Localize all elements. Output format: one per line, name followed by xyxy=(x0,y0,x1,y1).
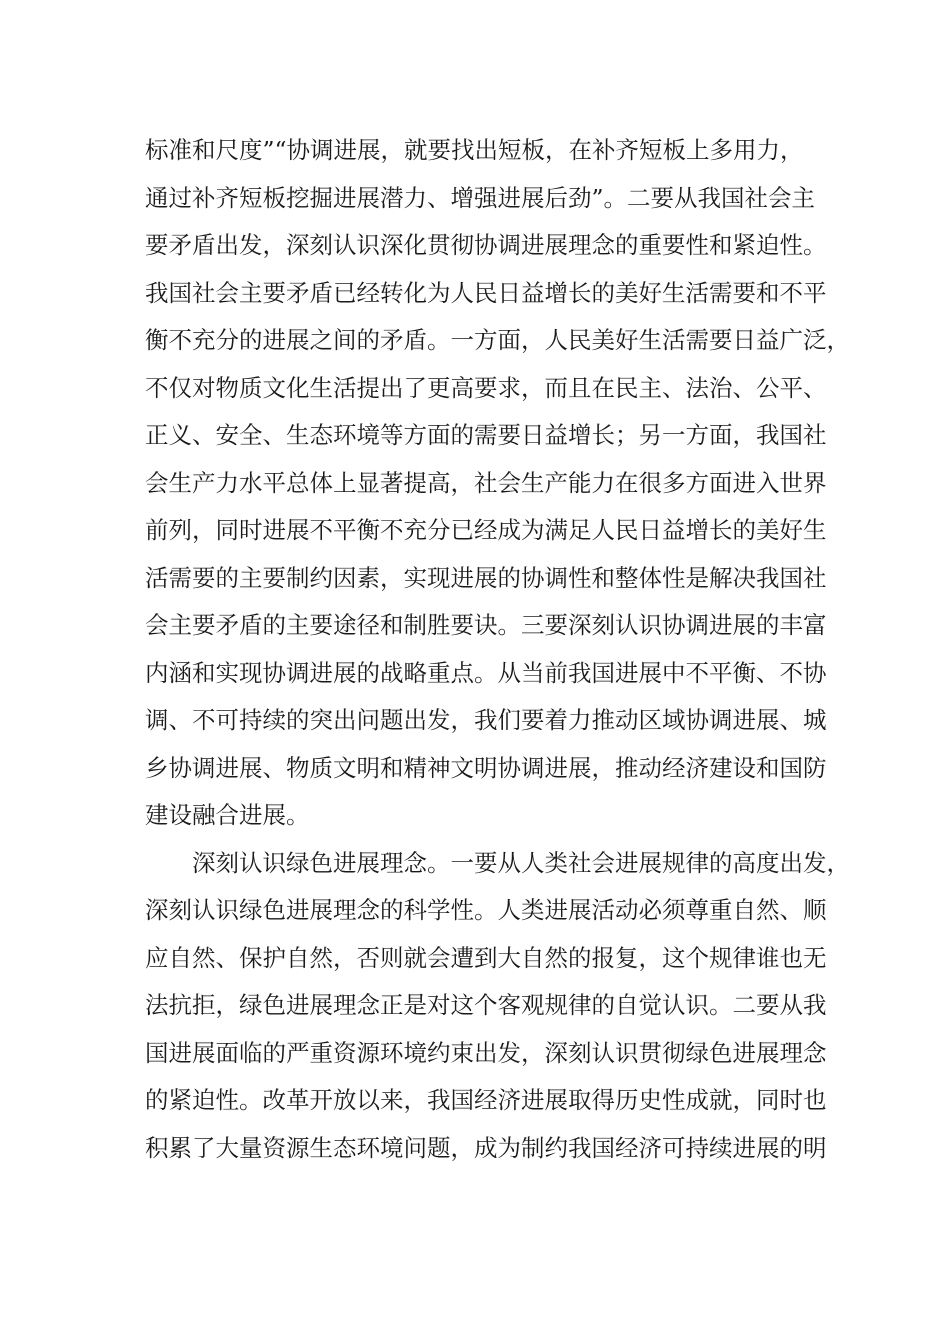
text-line: 会生产力水平总体上显著提高，社会生产能力在很多方面进入世界 xyxy=(145,468,827,497)
text-line: 不仅对物质文化生活提出了更高要求，而且在民主、法治、公平、 xyxy=(145,373,827,402)
text-line: 标准和尺度”“协调进展，就要找出短板，在补齐短板上多用力， xyxy=(145,136,804,164)
text-line: 法抗拒，绿色进展理念正是对这个客观规律的自觉认识。二要从我 xyxy=(145,991,827,1019)
text-line: 的紧迫性。改革开放以来，我国经济进展取得历史性成就，同时也 xyxy=(145,1086,827,1114)
text-line: 要矛盾出发，深刻认识深化贯彻协调进展理念的重要性和紧迫性。 xyxy=(145,231,827,259)
text-line: 我国社会主要矛盾已经转化为人民日益增长的美好生活需要和不平 xyxy=(145,278,827,307)
text-line: 应自然、保护自然，否则就会遭到大自然的报复，这个规律谁也无 xyxy=(145,943,827,972)
text-line: 调、不可持续的突出问题出发，我们要着力推动区域协调进展、城 xyxy=(145,706,827,734)
body-text xyxy=(145,127,850,1172)
text-line: 乡协调进展、物质文明和精神文明协调进展，推动经济建设和国防 xyxy=(145,753,827,782)
text-line: 建设融合进展。 xyxy=(145,801,310,829)
text-line: 会主要矛盾的主要途径和制胜要诀。三要深刻认识协调进展的丰富 xyxy=(145,611,827,639)
text-line: 衡不充分的进展之间的矛盾。一方面，人民美好生活需要日益广泛， xyxy=(145,326,850,354)
text-line: 通过补齐短板挖掘进展潜力、增强进展后劲”。二要从我国社会主 xyxy=(145,183,816,212)
text-line: 内涵和实现协调进展的战略重点。从当前我国进展中不平衡、不协 xyxy=(145,658,827,687)
text-line: 积累了大量资源生态环境问题，成为制约我国经济可持续进展的明 xyxy=(145,1133,827,1162)
text-line: 前列，同时进展不平衡不充分已经成为满足人民日益增长的美好生 xyxy=(145,516,827,544)
text-line: 国进展面临的严重资源环境约束出发，深刻认识贯彻绿色进展理念 xyxy=(145,1038,827,1067)
text-line: 深刻认识绿色进展理念的科学性。人类进展活动必须尊重自然、顺 xyxy=(145,896,827,924)
text-line: 正义、安全、生态环境等方面的需要日益增长；另一方面，我国社 xyxy=(145,421,827,449)
text-line: 活需要的主要制约因素，实现进展的协调性和整体性是解决我国社 xyxy=(145,563,827,592)
paragraph-start-line: 深刻认识绿色进展理念。一要从人类社会进展规律的高度出发， xyxy=(192,848,850,877)
